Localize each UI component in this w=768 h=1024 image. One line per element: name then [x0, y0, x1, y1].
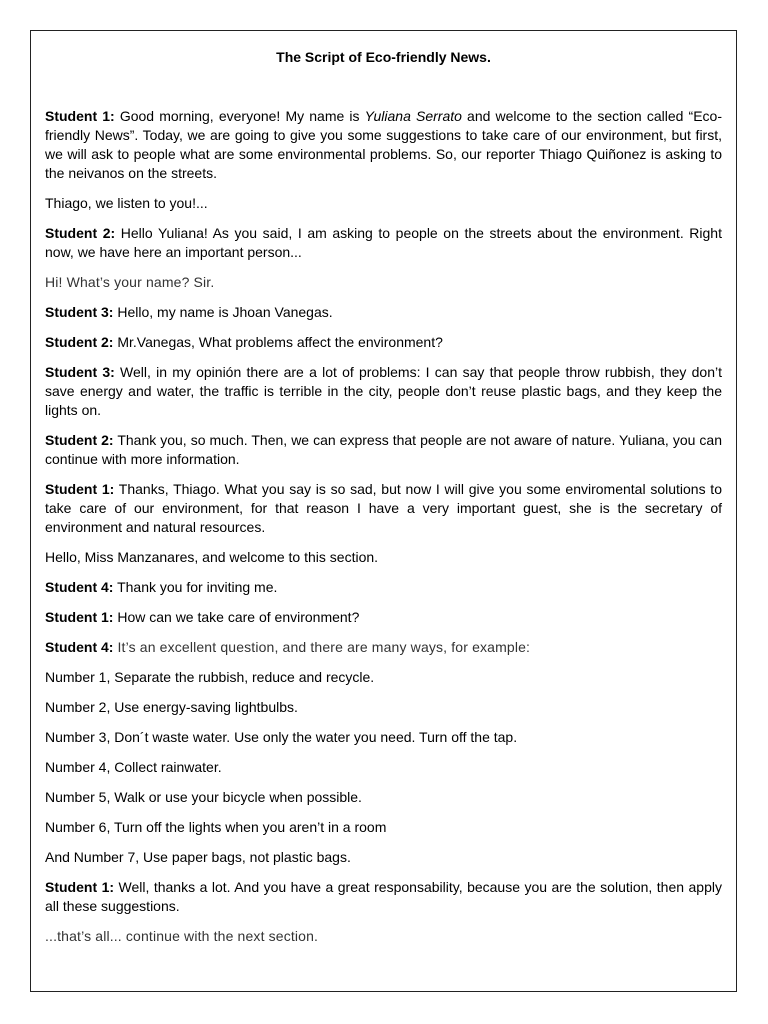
paragraph-text: Thank you for inviting me. — [113, 579, 278, 595]
paragraph-text: Good morning, everyone! My name is — [114, 108, 365, 124]
speaker-label: Student 1: — [45, 108, 115, 124]
document-page — [30, 30, 737, 992]
paragraph-text: and welcome to the section called “Eco- friendly News”. Today, we are going to give you some suggestions to take care of our environment, but first, we will ask to people what are some environmental problems. So, our reporter Thiago Quiñonez is asking to the neivanos on the streets. — [45, 108, 722, 181]
script-body — [45, 107, 722, 957]
paragraph — [45, 480, 722, 537]
paragraph — [45, 431, 722, 469]
closing-line — [45, 927, 722, 946]
paragraph — [45, 548, 722, 567]
paragraph-text: Well, thanks a lot. And you have a great responsability, because you are the solution, then apply all these suggestions. — [45, 879, 722, 914]
paragraph — [45, 194, 722, 213]
paragraph — [45, 608, 722, 627]
paragraph — [45, 224, 722, 262]
paragraph — [45, 578, 722, 597]
speaker-label: Student 2: — [45, 334, 114, 350]
speaker-label: Student 1: — [45, 481, 115, 497]
list-item-text: Number 3, Don´t waste water. Use only the water you need. Turn off the tap. — [45, 729, 518, 745]
paragraph-text: Hello Yuliana! As you said, I am asking to people on the streets about the environment. Right now, we have here an important person... — [45, 225, 722, 260]
speaker-label: Student 3: — [45, 304, 114, 320]
list-item — [45, 818, 722, 837]
paragraph — [45, 333, 722, 352]
speaker-label: Student 4: — [45, 579, 114, 595]
list-item — [45, 668, 722, 687]
list-item-text: Number 6, Turn off the lights when you aren’t in a room — [45, 819, 387, 835]
list-item — [45, 758, 722, 777]
paragraph-text: It’s an excellent question, and there are many ways, for example: — [113, 639, 531, 655]
paragraph-text: Thanks, Thiago. What you say is so sad, but now I will give you some enviromental solutions to take care of our environment, for that reason I have a very important guest, she is the secretary of environment and natural resources. — [45, 481, 722, 535]
presenter-name: Yuliana Serrato — [364, 108, 462, 124]
paragraph-text: Hello, Miss Manzanares, and welcome to this section. — [45, 549, 379, 565]
speaker-label: Student 1: — [45, 609, 114, 625]
document-title: The Script of Eco-friendly News. — [276, 49, 491, 65]
paragraph — [45, 878, 722, 916]
paragraph — [45, 638, 722, 657]
list-item-text: Number 5, Walk or use your bicycle when possible. — [45, 789, 362, 805]
paragraph-text: Thiago, we listen to you!... — [45, 195, 208, 211]
speaker-label: Student 2: — [45, 225, 116, 241]
speaker-label: Student 4: — [45, 639, 114, 655]
paragraph-text: Hello, my name is Jhoan Vanegas. — [113, 304, 333, 320]
list-item — [45, 728, 722, 747]
list-item — [45, 698, 722, 717]
paragraph — [45, 273, 722, 292]
list-item — [45, 788, 722, 807]
paragraph — [45, 303, 722, 322]
paragraph-text: Mr.Vanegas, What problems affect the environment? — [113, 334, 443, 350]
paragraph-intro — [45, 107, 722, 183]
paragraph-text: How can we take care of environment? — [113, 609, 360, 625]
paragraph-text: Thank you, so much. Then, we can express that people are not aware of nature. Yuliana, you can continue with more information. — [45, 432, 722, 467]
paragraph — [45, 363, 722, 420]
speaker-label: Student 2: — [45, 432, 114, 448]
paragraph-text: Hi! What’s your name? Sir. — [45, 274, 215, 290]
list-item — [45, 848, 722, 867]
paragraph-text: ...that’s all... continue with the next section. — [45, 928, 319, 944]
list-item-text: Number 4, Collect rainwater. — [45, 759, 222, 775]
paragraph-text: Well, in my opinión there are a lot of problems: I can say that people throw rubbish, they don’t save energy and water, the traffic is terrible in the city, people don’t reuse plastic bags, and they keep the lights on. — [45, 364, 722, 418]
speaker-label: Student 1: — [45, 879, 115, 895]
list-item-text: Number 1, Separate the rubbish, reduce and recycle. — [45, 669, 375, 685]
list-item-text: And Number 7, Use paper bags, not plastic bags. — [45, 849, 351, 865]
list-item-text: Number 2, Use energy-saving lightbulbs. — [45, 699, 298, 715]
speaker-label: Student 3: — [45, 364, 115, 380]
